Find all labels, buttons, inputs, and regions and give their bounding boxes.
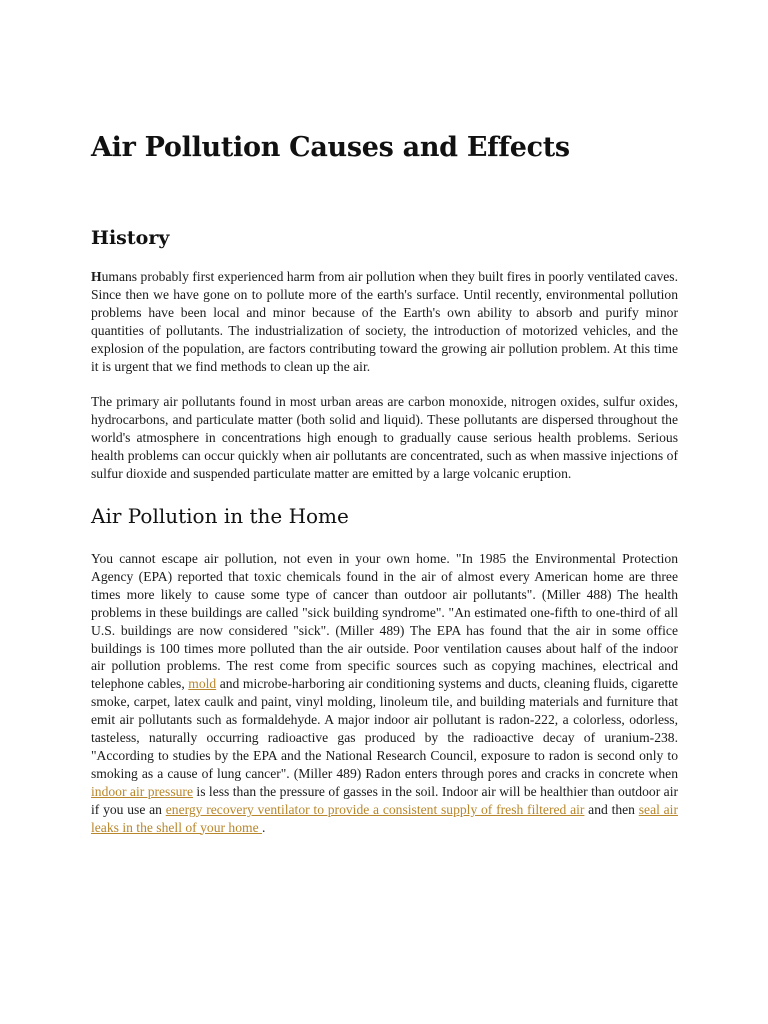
section-heading-home: Air Pollution in the Home (91, 503, 349, 528)
page-title: Air Pollution Causes and Effects (91, 132, 570, 163)
home-text-4: and then (584, 801, 639, 817)
home-text-1: You cannot escape air pollution, not even in your own home. "In 1985 the Environmental Protection Agency (EPA) reported that toxic chemicals found in the air of almost every American home are three times more likely to cause some type of cancer than outdoor air pollutants". (Miller 488) The health problems in these buildings are called "sick building syndrome". "An estimated one-fifth to one-third of all U.S. buildings are now considered "sick". (Miller 489) The EPA has found that the air in some office buildings is 100 times more polluted than the air outside. Poor ventilation causes about half of the indoor air pollution problems. The rest come from specific sources such as copying machines, electrical and telephone cables, (91, 550, 678, 692)
home-paragraph (91, 550, 678, 837)
drop-cap-letter: H (91, 269, 102, 284)
link-seal-air-leaks[interactable]: seal air leaks in the shell of your home (91, 801, 678, 835)
history-paragraph-1 (91, 268, 678, 375)
home-text-2: and microbe-harboring air conditioning systems and ducts, cleaning fluids, cigarette smoke, carpet, latex caulk and paint, vinyl molding, linoleum tile, and building materials and furniture that emit air pollutants such as formaldehyde. A major indoor air pollutant is radon-222, a colorless, odorless, tasteless, naturally occurring radioactive gas produced by the radioactive decay of uranium-238. "According to studies by the EPA and the National Research Council, exposure to radon is second only to smoking as a cause of lung cancer". (Miller 489) Radon enters through pores and cracks in concrete when (91, 676, 678, 781)
history-paragraph-1-text: umans probably first experienced harm from air pollution when they built fires in poorly ventilated caves. Since then we have gone on to pollute more of the earth's surface. Until recently, environmental pollution problems have been local and minor because of the Earth's own ability to absorb and purify minor quantities of pollutants. The industrialization of society, the introduction of motorized vehicles, and the explosion of the population, are factors contributing toward the growing air pollution problem. At this time it is urgent that we find methods to clean up the air. (91, 269, 678, 374)
link-energy-recovery-ventilator[interactable]: energy recovery ventilator to provide a consistent supply of fresh filtered air (165, 801, 585, 817)
link-indoor-air-pressure[interactable]: indoor air pressure (91, 783, 193, 799)
section-heading-history: History (91, 227, 170, 249)
link-mold[interactable]: mold (188, 676, 217, 692)
history-paragraph-2: The primary air pollutants found in most urban areas are carbon monoxide, nitrogen oxides, sulfur oxides, hydrocarbons, and particulate matter (both solid and liquid). These pollutants are dispersed throughout the world's atmosphere in concentrations high enough to gradually cause serious health problems. Serious health problems can occur quickly when air pollutants are concentrated, such as when massive injections of sulfur dioxide and suspended particulate matter are emitted by a large volcanic eruption. (91, 394, 678, 482)
document-page (91, 128, 678, 836)
home-text-5: . (262, 819, 266, 835)
home-text-3: is less than the pressure of gasses in the soil. Indoor air will be healthier than outdoor air if you use an (91, 783, 678, 817)
